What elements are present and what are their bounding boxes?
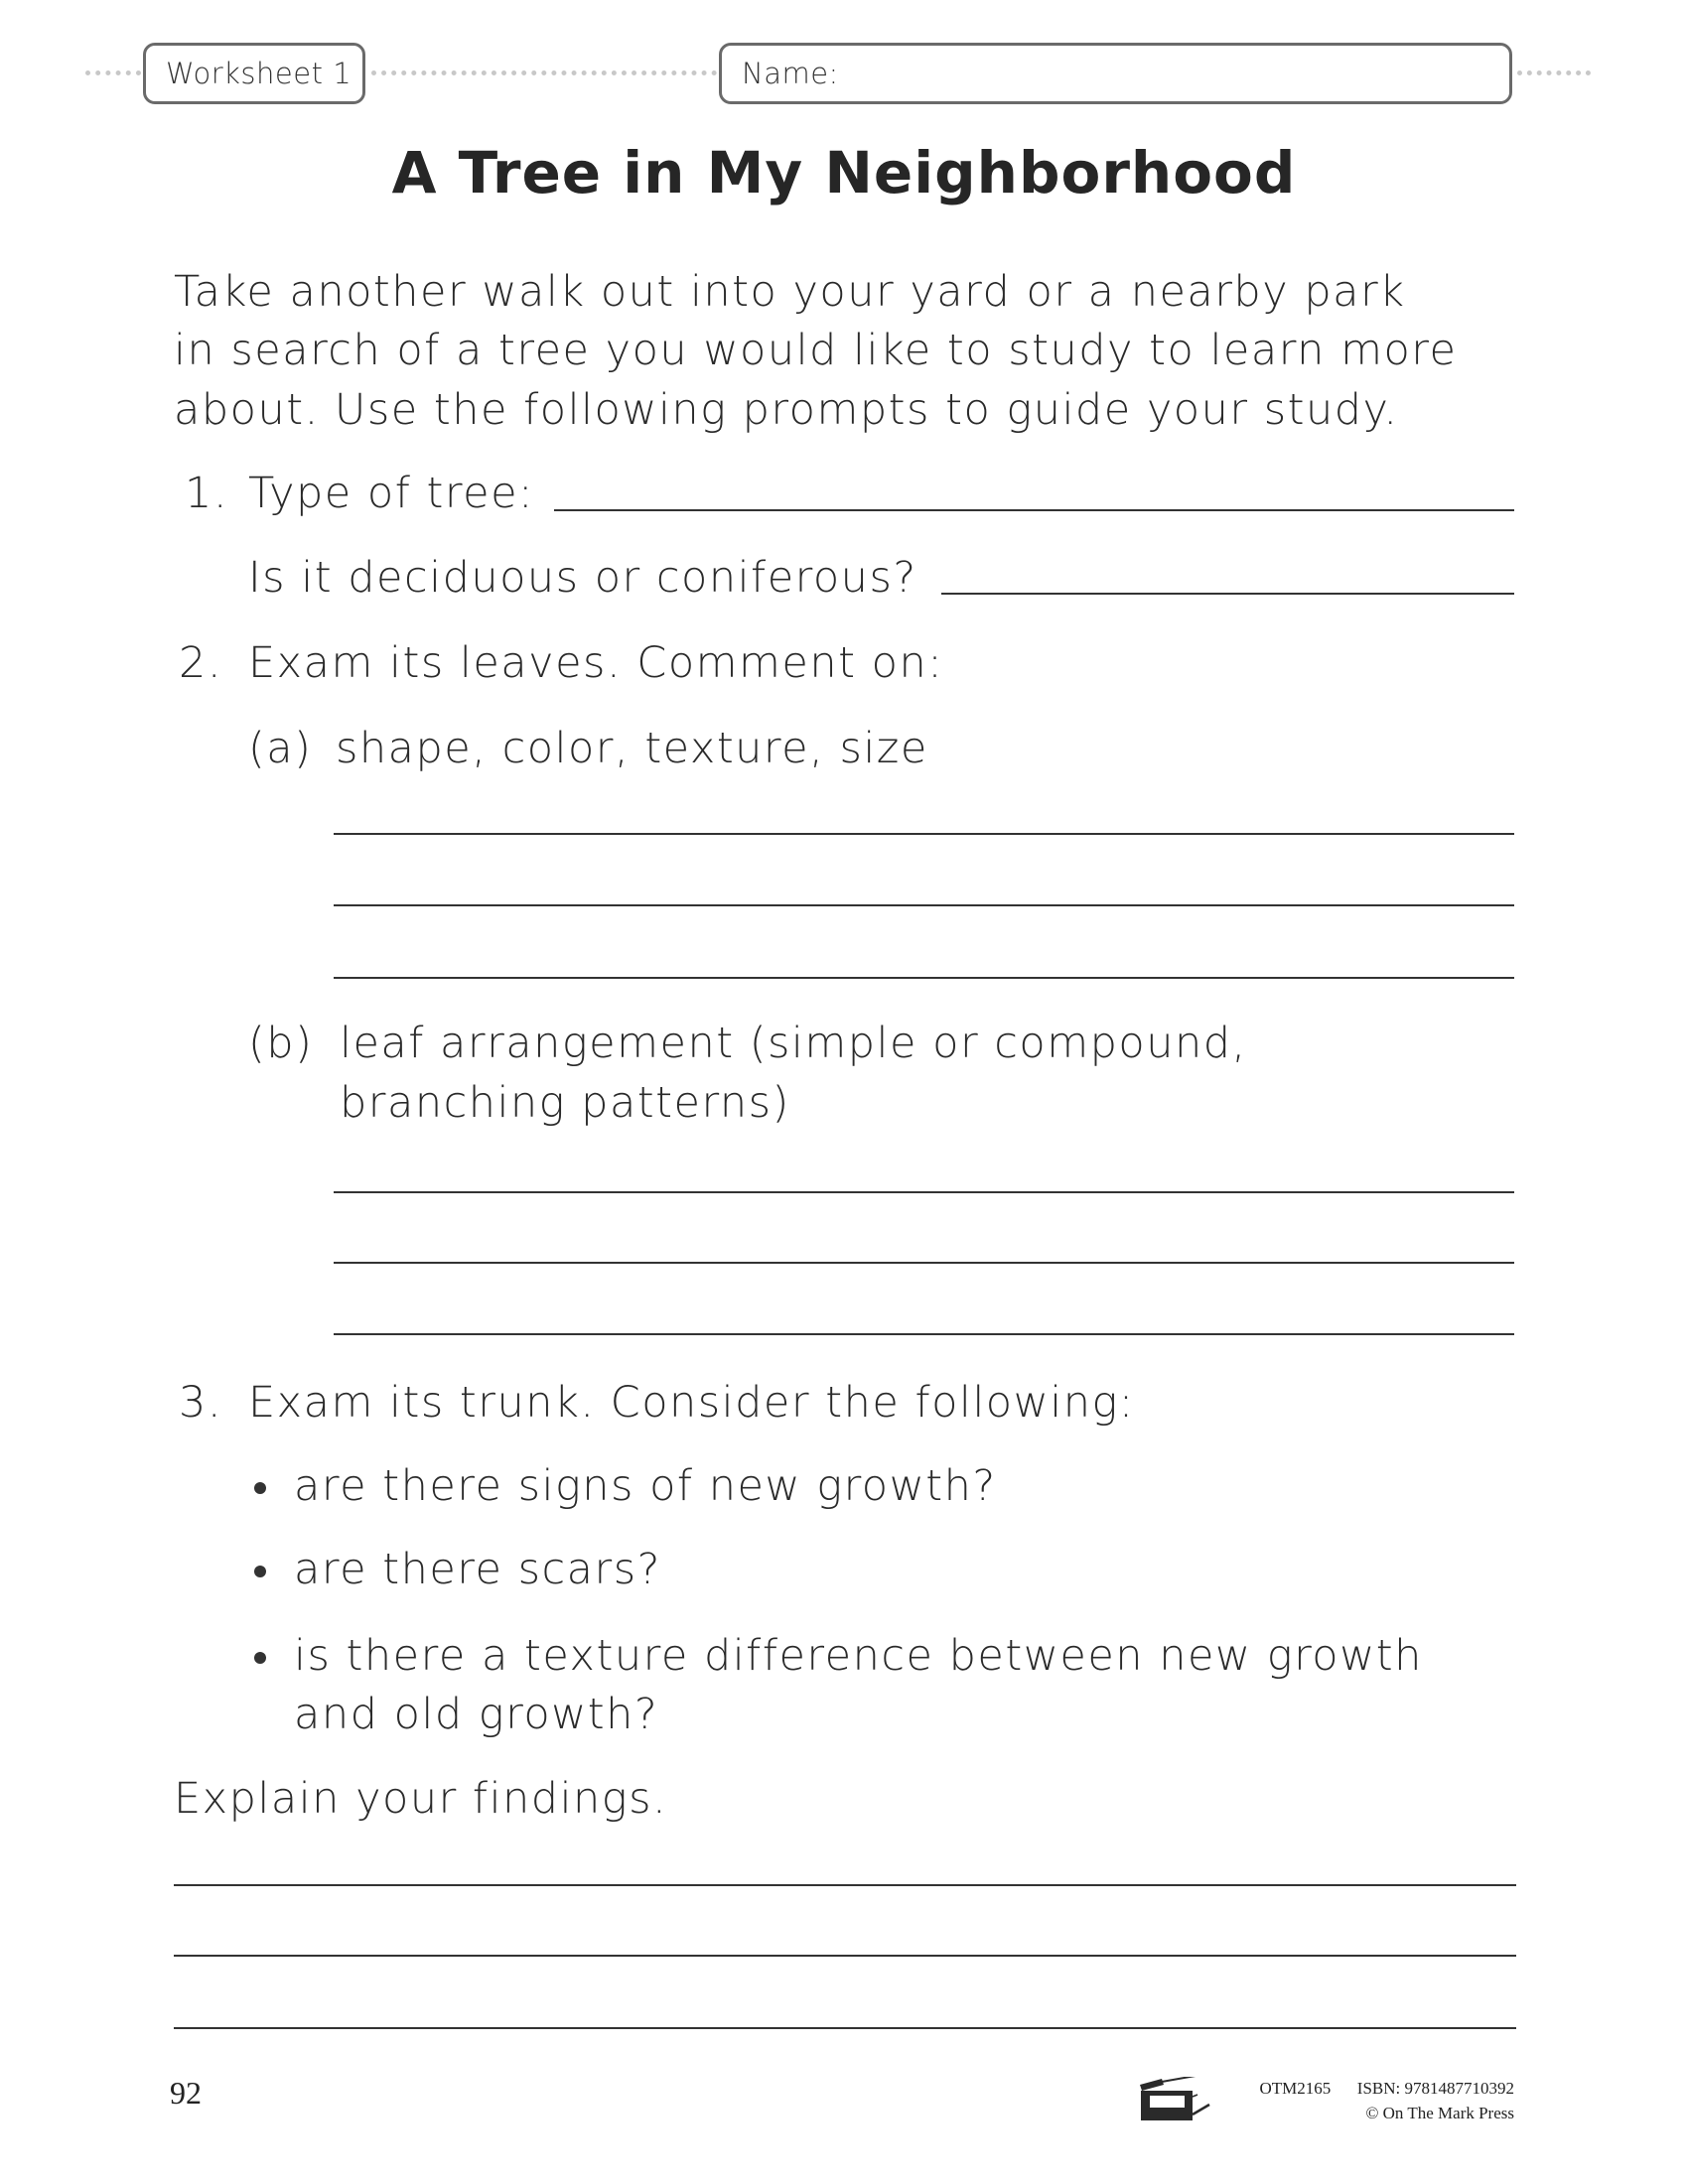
item-2-number: 2.	[179, 638, 223, 688]
part-a-marker: (a)	[248, 724, 313, 773]
part-b-marker: (b)	[248, 1019, 314, 1068]
explain-answer-line-3[interactable]	[174, 2027, 1516, 2029]
worksheet-label: Worksheet 1	[166, 57, 352, 90]
part-b-text-line-2: branching patterns)	[340, 1078, 790, 1128]
copyright: © On The Mark Press	[1365, 2104, 1514, 2122]
part-b-answer-line-3[interactable]	[334, 1333, 1514, 1335]
isbn: ISBN: 9781487710392	[1356, 2079, 1514, 2098]
worksheet-label-box	[143, 43, 365, 104]
name-label: Name:	[742, 57, 839, 90]
dotted-rule-left	[85, 70, 141, 75]
dotted-rule-middle	[371, 70, 717, 75]
bullet-3-text-line-2: and old growth?	[294, 1690, 659, 1739]
name-field[interactable]	[719, 43, 1512, 104]
item-1-number: 1.	[185, 469, 229, 518]
type-of-tree-answer-line[interactable]	[554, 509, 1514, 511]
bullet-dot-3	[254, 1652, 266, 1664]
page-title: A Tree in My Neighborhood	[391, 139, 1297, 206]
part-a-answer-line-1[interactable]	[334, 833, 1514, 835]
explain-answer-line-2[interactable]	[174, 1955, 1516, 1957]
intro-line-2: in search of a tree you would like to study to learn more	[174, 326, 1458, 375]
item-1-sub-label: Is it deciduous or coniferous?	[248, 553, 917, 603]
part-a-answer-line-3[interactable]	[334, 977, 1514, 979]
part-b-answer-line-1[interactable]	[334, 1191, 1514, 1193]
deciduous-coniferous-answer-line[interactable]	[941, 593, 1514, 595]
part-a-text: shape, color, texture, size	[336, 724, 928, 773]
part-a-answer-line-2[interactable]	[334, 904, 1514, 906]
product-code: OTM2165	[1259, 2079, 1332, 2098]
bullet-dot-2	[254, 1566, 266, 1577]
explain-label: Explain your findings.	[174, 1774, 668, 1824]
bullet-2-text: are there scars?	[294, 1545, 661, 1594]
intro-line-1: Take another walk out into your yard or a nearby park	[174, 267, 1406, 317]
dotted-rule-right	[1517, 70, 1591, 75]
part-b-answer-line-2[interactable]	[334, 1262, 1514, 1264]
footer-codes	[1260, 2079, 1515, 2099]
copier-icon	[1140, 2077, 1219, 2126]
bullet-3-text-line-1: is there a texture difference between new growth	[294, 1631, 1423, 1681]
page-number: 92	[170, 2075, 202, 2111]
item-2-label: Exam its leaves. Comment on:	[248, 638, 944, 688]
item-1-label: Type of tree:	[248, 469, 535, 518]
part-b-text-line-1: leaf arrangement (simple or compound,	[340, 1019, 1247, 1068]
item-3-number: 3.	[179, 1378, 223, 1428]
intro-line-3: about. Use the following prompts to guide your study.	[174, 385, 1399, 435]
bullet-dot-1	[254, 1482, 266, 1494]
item-3-label: Exam its trunk. Consider the following:	[248, 1378, 1135, 1428]
explain-answer-line-1[interactable]	[174, 1884, 1516, 1886]
bullet-1-text: are there signs of new growth?	[294, 1461, 997, 1511]
